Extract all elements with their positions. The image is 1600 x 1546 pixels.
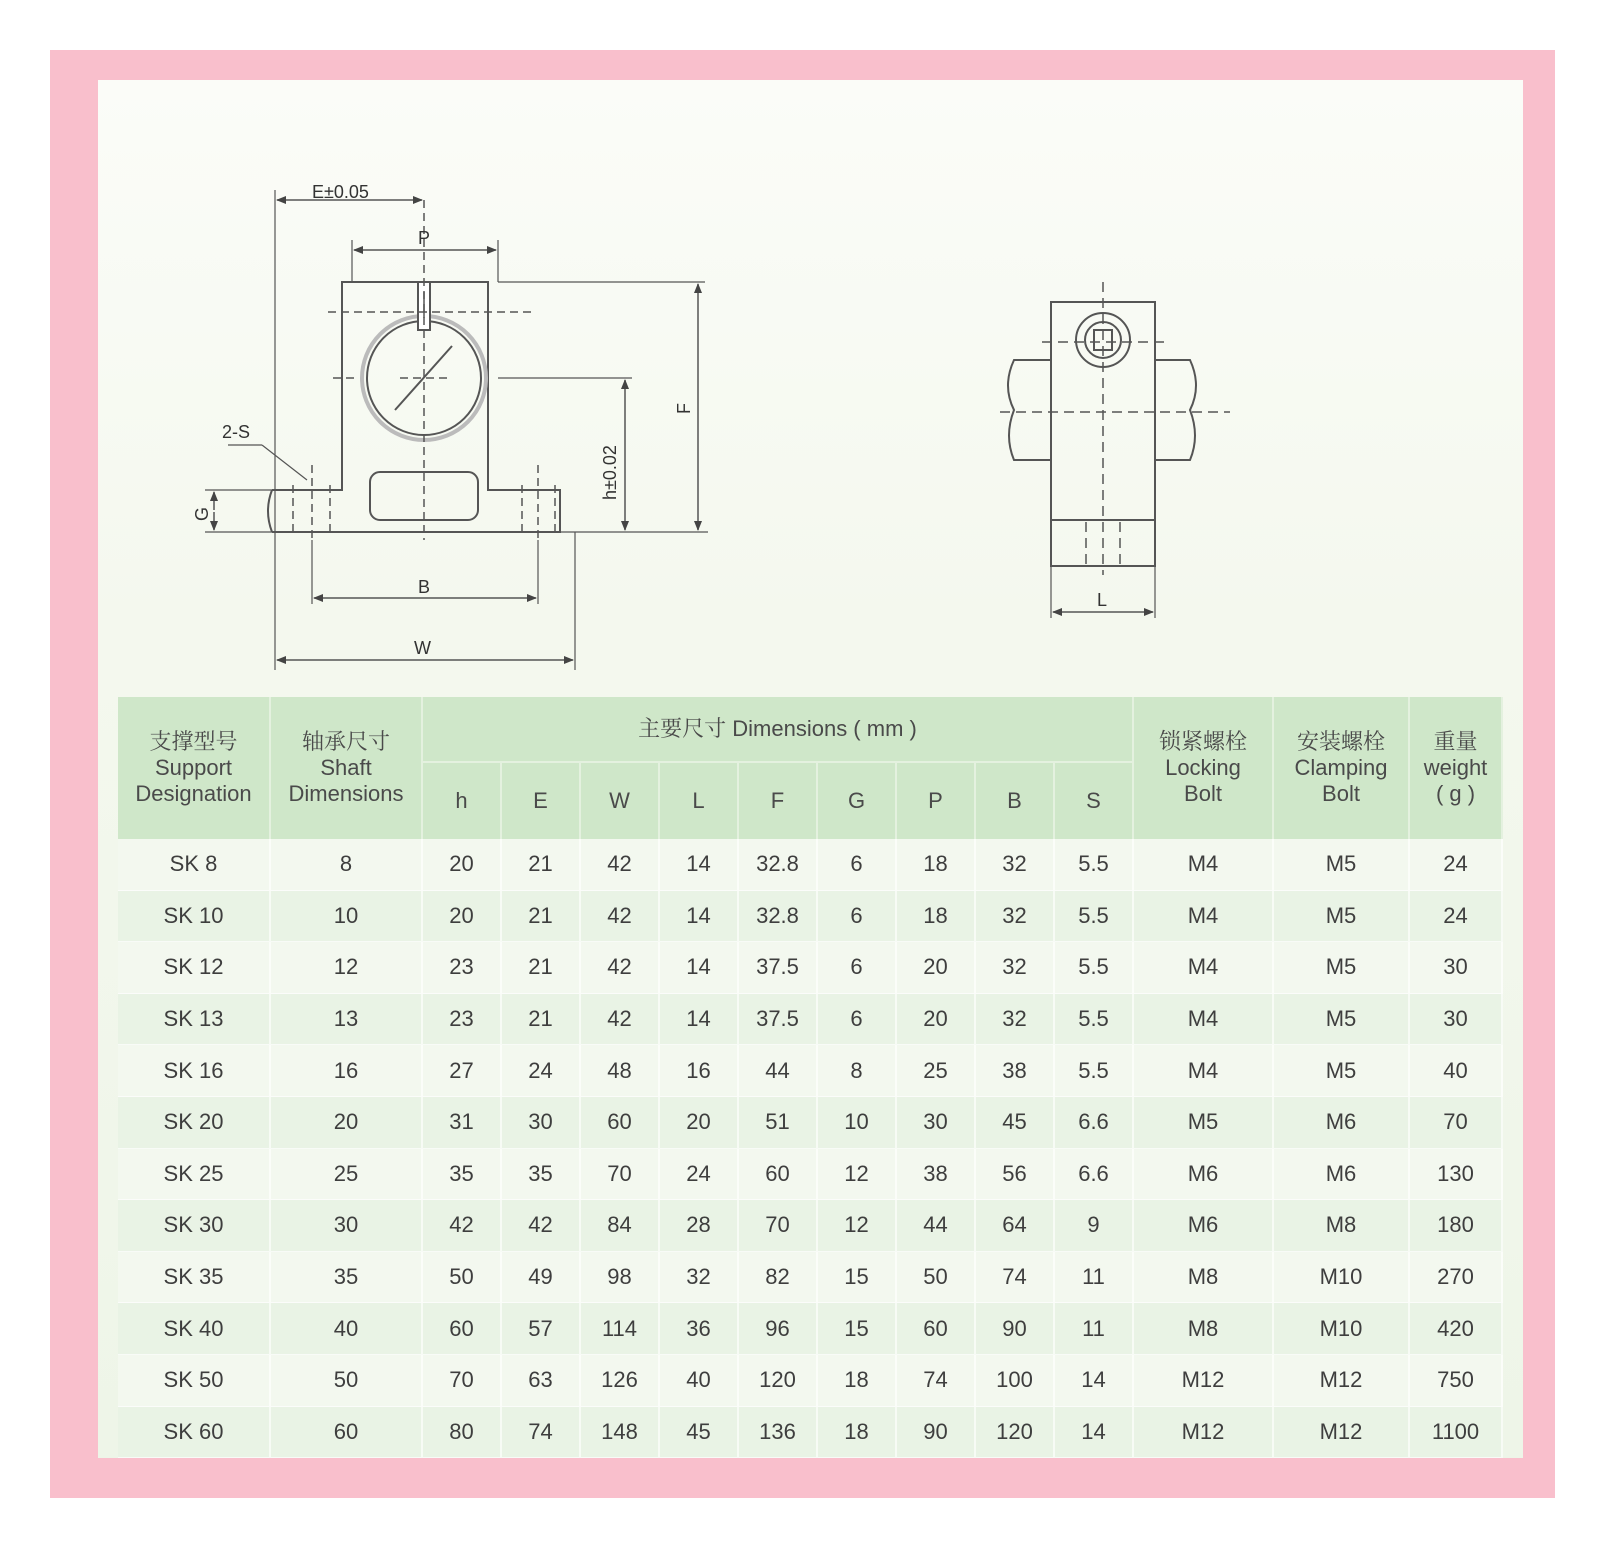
- table-cell: 37.5: [739, 994, 818, 1046]
- designation-cell: SK 20: [118, 1097, 271, 1149]
- table-cell: 96: [739, 1303, 818, 1355]
- table-cell: 98: [581, 1252, 660, 1304]
- table-cell: 57: [502, 1303, 581, 1355]
- table-cell: 56: [976, 1149, 1055, 1201]
- table-cell: 20: [897, 942, 976, 994]
- table-cell: 40: [660, 1355, 739, 1407]
- table-cell: 5.5: [1055, 839, 1134, 891]
- table-cell: 23: [423, 942, 502, 994]
- header-weight: [1410, 697, 1503, 839]
- table-cell: 12: [271, 942, 423, 994]
- table-cell: 18: [818, 1407, 897, 1459]
- table-cell: 48: [581, 1045, 660, 1097]
- table-cell: 42: [581, 891, 660, 943]
- table-cell: 42: [502, 1200, 581, 1252]
- table-cell: 750: [1410, 1355, 1503, 1407]
- table-cell: 1100: [1410, 1407, 1503, 1459]
- designation-cell: SK 30: [118, 1200, 271, 1252]
- table-cell: 60: [897, 1303, 976, 1355]
- table-cell: M5: [1274, 1045, 1410, 1097]
- header-dimensions: 主要尺寸 Dimensions ( mm ): [423, 697, 1134, 763]
- table-cell: 21: [502, 994, 581, 1046]
- table-cell: M8: [1134, 1252, 1274, 1304]
- table-cell: 126: [581, 1355, 660, 1407]
- table-cell: 16: [660, 1045, 739, 1097]
- table-cell: 40: [271, 1303, 423, 1355]
- table-cell: 42: [581, 839, 660, 891]
- header-designation-en-1: Support: [154, 755, 233, 780]
- table-cell: M4: [1134, 1045, 1274, 1097]
- table-row: [118, 1097, 1503, 1149]
- table-cell: M12: [1274, 1355, 1410, 1407]
- header-dim-s: S: [1055, 763, 1134, 839]
- table-cell: 10: [818, 1097, 897, 1149]
- label-s: 2-S: [222, 422, 251, 442]
- header-shaft-en-2: Dimensions: [288, 781, 404, 806]
- table-cell: 120: [976, 1407, 1055, 1459]
- table-cell: 84: [581, 1200, 660, 1252]
- table-cell: 30: [271, 1200, 423, 1252]
- table-cell: M5: [1274, 994, 1410, 1046]
- table-cell: 21: [502, 891, 581, 943]
- table-cell: 44: [739, 1045, 818, 1097]
- table-cell: 36: [660, 1303, 739, 1355]
- table-cell: 18: [897, 839, 976, 891]
- designation-cell: SK 25: [118, 1149, 271, 1201]
- technical-drawing: [0, 0, 1600, 700]
- table-cell: 20: [897, 994, 976, 1046]
- header-weight-en: weight: [1423, 755, 1488, 780]
- table-cell: 12: [818, 1149, 897, 1201]
- table-row: [118, 1149, 1503, 1201]
- label-f: F: [674, 403, 694, 414]
- table-cell: 6: [818, 994, 897, 1046]
- table-cell: 270: [1410, 1252, 1503, 1304]
- designation-cell: SK 50: [118, 1355, 271, 1407]
- table-cell: 27: [423, 1045, 502, 1097]
- label-e: E±0.05: [312, 182, 369, 202]
- table-cell: 45: [976, 1097, 1055, 1149]
- table-cell: 14: [1055, 1407, 1134, 1459]
- table-row: [118, 942, 1503, 994]
- table-cell: 63: [502, 1355, 581, 1407]
- table-cell: 24: [502, 1045, 581, 1097]
- table-cell: 31: [423, 1097, 502, 1149]
- table-cell: M4: [1134, 839, 1274, 891]
- header-dim-l: L: [660, 763, 739, 839]
- table-cell: M6: [1274, 1097, 1410, 1149]
- table-row: [118, 1200, 1503, 1252]
- table-cell: 11: [1055, 1303, 1134, 1355]
- header-dim-h: h: [423, 763, 502, 839]
- table-cell: 42: [423, 1200, 502, 1252]
- table-cell: 44: [897, 1200, 976, 1252]
- table-row: [118, 994, 1503, 1046]
- table-cell: 70: [581, 1149, 660, 1201]
- header-dim-f: F: [739, 763, 818, 839]
- header-clamping-en-2: Bolt: [1322, 781, 1360, 806]
- table-cell: 30: [1410, 994, 1503, 1046]
- table-cell: 6: [818, 839, 897, 891]
- table-cell: M6: [1134, 1200, 1274, 1252]
- table-cell: 21: [502, 942, 581, 994]
- table-cell: M12: [1134, 1407, 1274, 1459]
- table-cell: 32.8: [739, 839, 818, 891]
- table-cell: 6: [818, 891, 897, 943]
- header-designation: [118, 697, 271, 839]
- table-cell: M4: [1134, 994, 1274, 1046]
- table-cell: 32: [976, 994, 1055, 1046]
- side-view: [1000, 282, 1230, 618]
- header-dim-b: B: [976, 763, 1055, 839]
- table-cell: 24: [1410, 891, 1503, 943]
- header-dim-g: G: [818, 763, 897, 839]
- table-cell: 15: [818, 1252, 897, 1304]
- table-cell: 51: [739, 1097, 818, 1149]
- table-cell: 28: [660, 1200, 739, 1252]
- table-row: [118, 1252, 1503, 1304]
- label-h: h±0.02: [600, 445, 620, 500]
- table-cell: 24: [660, 1149, 739, 1201]
- table-cell: M4: [1134, 942, 1274, 994]
- spec-table: [118, 697, 1503, 1458]
- table-cell: 6: [818, 942, 897, 994]
- table-cell: 32: [976, 891, 1055, 943]
- table-cell: 14: [660, 839, 739, 891]
- header-clamping-cn: 安装螺栓: [1296, 729, 1385, 754]
- table-row: [118, 1303, 1503, 1355]
- label-p: P: [418, 228, 431, 248]
- table-cell: 50: [897, 1252, 976, 1304]
- header-dim-p: P: [897, 763, 976, 839]
- table-cell: 70: [739, 1200, 818, 1252]
- header-clamping-bolt: [1274, 697, 1410, 839]
- table-cell: 12: [818, 1200, 897, 1252]
- table-cell: M5: [1274, 839, 1410, 891]
- table-cell: 8: [818, 1045, 897, 1097]
- designation-cell: SK 16: [118, 1045, 271, 1097]
- designation-cell: SK 60: [118, 1407, 271, 1459]
- table-cell: 20: [660, 1097, 739, 1149]
- table-cell: 38: [976, 1045, 1055, 1097]
- table-cell: 35: [502, 1149, 581, 1201]
- table-cell: 32: [660, 1252, 739, 1304]
- table-cell: M5: [1134, 1097, 1274, 1149]
- designation-cell: SK 40: [118, 1303, 271, 1355]
- table-cell: 30: [897, 1097, 976, 1149]
- header-locking-bolt: [1134, 697, 1274, 839]
- table-cell: 420: [1410, 1303, 1503, 1355]
- table-cell: 180: [1410, 1200, 1503, 1252]
- table-cell: 18: [818, 1355, 897, 1407]
- table-cell: 90: [976, 1303, 1055, 1355]
- table-cell: M12: [1274, 1407, 1410, 1459]
- table-cell: 14: [660, 994, 739, 1046]
- front-view: [205, 190, 708, 670]
- table-cell: 100: [976, 1355, 1055, 1407]
- table-cell: 49: [502, 1252, 581, 1304]
- header-dim-w: W: [581, 763, 660, 839]
- table-cell: 136: [739, 1407, 818, 1459]
- table-cell: 60: [739, 1149, 818, 1201]
- label-w: W: [414, 638, 431, 658]
- table-cell: 35: [423, 1149, 502, 1201]
- table-cell: 35: [271, 1252, 423, 1304]
- table-row: [118, 1045, 1503, 1097]
- header-shaft-en-1: Shaft: [320, 755, 372, 780]
- header-shaft-cn: 轴承尺寸: [301, 729, 390, 754]
- table-cell: M6: [1274, 1149, 1410, 1201]
- table-cell: 25: [897, 1045, 976, 1097]
- table-cell: 14: [660, 891, 739, 943]
- header-designation-en-2: Designation: [135, 781, 252, 806]
- table-cell: 45: [660, 1407, 739, 1459]
- table-cell: 40: [1410, 1045, 1503, 1097]
- table-cell: M6: [1134, 1149, 1274, 1201]
- table-cell: 11: [1055, 1252, 1134, 1304]
- designation-cell: SK 10: [118, 891, 271, 943]
- table-cell: 32: [976, 942, 1055, 994]
- table-cell: 14: [660, 942, 739, 994]
- table-cell: 32.8: [739, 891, 818, 943]
- table-cell: 74: [502, 1407, 581, 1459]
- table-cell: 60: [271, 1407, 423, 1459]
- table-cell: M5: [1274, 891, 1410, 943]
- label-g: G: [192, 506, 212, 521]
- table-cell: 74: [897, 1355, 976, 1407]
- table-cell: 5.5: [1055, 891, 1134, 943]
- table-row: [118, 1355, 1503, 1407]
- table-cell: 32: [976, 839, 1055, 891]
- table-cell: 23: [423, 994, 502, 1046]
- table-cell: 70: [423, 1355, 502, 1407]
- label-b: B: [418, 577, 431, 597]
- table-cell: M8: [1134, 1303, 1274, 1355]
- table-cell: 130: [1410, 1149, 1503, 1201]
- header-locking-cn: 锁紧螺栓: [1158, 729, 1247, 754]
- header-designation-cn: 支撑型号: [149, 729, 238, 754]
- header-weight-unit: ( g ): [1435, 781, 1476, 806]
- header-dim-e: E: [502, 763, 581, 839]
- table-cell: 50: [423, 1252, 502, 1304]
- table-cell: 6.6: [1055, 1149, 1134, 1201]
- table-cell: 114: [581, 1303, 660, 1355]
- table-cell: 13: [271, 994, 423, 1046]
- table-cell: 30: [1410, 942, 1503, 994]
- table-cell: 60: [423, 1303, 502, 1355]
- table-cell: 10: [271, 891, 423, 943]
- table-cell: 38: [897, 1149, 976, 1201]
- table-cell: M5: [1274, 942, 1410, 994]
- header-shaft: [271, 697, 423, 839]
- table-cell: 70: [1410, 1097, 1503, 1149]
- table-cell: 37.5: [739, 942, 818, 994]
- table-cell: M4: [1134, 891, 1274, 943]
- table-cell: M8: [1274, 1200, 1410, 1252]
- table-cell: 24: [1410, 839, 1503, 891]
- designation-cell: SK 12: [118, 942, 271, 994]
- table-row: [118, 891, 1503, 943]
- designation-cell: SK 35: [118, 1252, 271, 1304]
- table-cell: 21: [502, 839, 581, 891]
- table-cell: 9: [1055, 1200, 1134, 1252]
- table-cell: 148: [581, 1407, 660, 1459]
- table-cell: 120: [739, 1355, 818, 1407]
- table-cell: 14: [1055, 1355, 1134, 1407]
- header-locking-en-2: Bolt: [1184, 781, 1222, 806]
- table-cell: M10: [1274, 1303, 1410, 1355]
- label-l: L: [1097, 590, 1108, 610]
- table-cell: 16: [271, 1045, 423, 1097]
- table-cell: 42: [581, 994, 660, 1046]
- table-cell: 80: [423, 1407, 502, 1459]
- table-cell: 8: [271, 839, 423, 891]
- table-cell: 25: [271, 1149, 423, 1201]
- table-cell: M12: [1134, 1355, 1274, 1407]
- table-cell: 30: [502, 1097, 581, 1149]
- table-row: [118, 839, 1503, 891]
- header-locking-en-1: Locking: [1165, 755, 1241, 780]
- table-cell: 20: [271, 1097, 423, 1149]
- table-cell: 74: [976, 1252, 1055, 1304]
- table-cell: 15: [818, 1303, 897, 1355]
- table-cell: 6.6: [1055, 1097, 1134, 1149]
- table-cell: M10: [1274, 1252, 1410, 1304]
- designation-cell: SK 13: [118, 994, 271, 1046]
- table-cell: 50: [271, 1355, 423, 1407]
- table-cell: 42: [581, 942, 660, 994]
- table-cell: 5.5: [1055, 1045, 1134, 1097]
- table-cell: 5.5: [1055, 942, 1134, 994]
- header-clamping-en-1: Clamping: [1294, 755, 1388, 780]
- table-cell: 5.5: [1055, 994, 1134, 1046]
- table-cell: 90: [897, 1407, 976, 1459]
- designation-cell: SK 8: [118, 839, 271, 891]
- table-cell: 20: [423, 839, 502, 891]
- table-cell: 60: [581, 1097, 660, 1149]
- header-weight-cn: 重量: [1433, 729, 1478, 754]
- table-row: [118, 1407, 1503, 1459]
- table-cell: 20: [423, 891, 502, 943]
- table-cell: 18: [897, 891, 976, 943]
- table-cell: 64: [976, 1200, 1055, 1252]
- table-cell: 82: [739, 1252, 818, 1304]
